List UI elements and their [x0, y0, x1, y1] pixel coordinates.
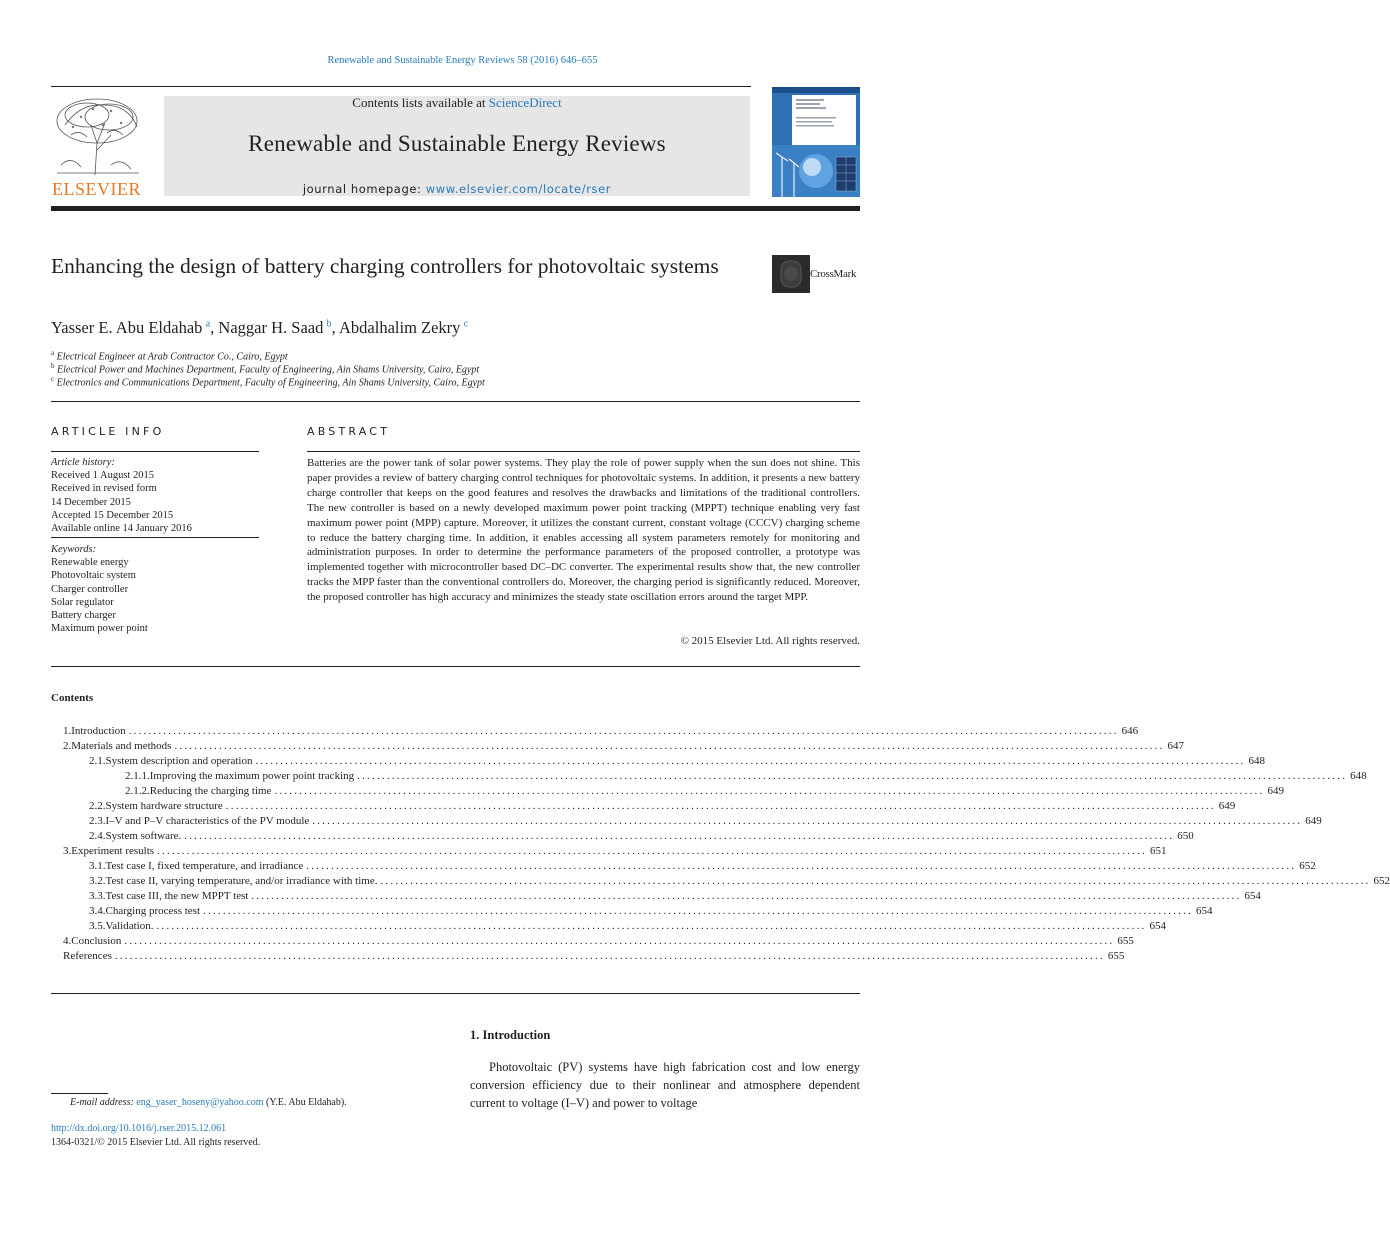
toc-entry[interactable] — [51, 755, 1265, 770]
keyword-item: Renewable energy — [51, 557, 129, 568]
affiliation-text: Electrical Power and Machines Department, Faculty of Engineering, Ain Shams University, Cairo, Egypt — [57, 364, 480, 376]
history-item: Received in revised form — [51, 483, 157, 494]
toc-leader-dots: ........................................................................................................................................................................................................ — [225, 800, 1216, 812]
abstract-text: Batteries are the power tank of solar power systems. They play the role of power supply when the sun does not shine. This paper provides a review of battery charging control techniques for photovoltaic systems. In addition, it presents a new battery charge controller that keeps on the good features and resolves the drawbacks and limitations of the traditional controllers. The new controller is based on a newly developed maximum power point tracking (MPPT) technique enabling very fast maximum power point (MPP) capture. Moreover, it utilizes the constant current, constant voltage (CCCV) charging scheme to reduce the battery charging time. In addition, it enables accessing all system parameters remotely for monitoring and administration purposes. In order to determine the performance parameters of the proposed controller, a prototype was implemented together with microcontroller based DC–DC converter. The experimental results show that, the new controller tracks the MPP faster than the conventional controllers do. Moreover, the charging period is significantly reduced. Moreover, the proposed controller has high accuracy and minimizes the steady state oscillation errors around the target MPP. — [307, 457, 860, 604]
keyword-item: Solar regulator — [51, 597, 114, 608]
elsevier-tree-logo — [51, 95, 145, 177]
history-rule — [51, 537, 259, 538]
toc-entry-title[interactable]: System hardware structure — [105, 800, 223, 812]
affiliation-text: Electrical Engineer at Arab Contractor Co., Cairo, Egypt — [56, 351, 288, 363]
toc-leader-dots: ........................................................................................................................................................................................................ — [312, 815, 1303, 827]
author-affiliation-mark[interactable]: c — [463, 318, 469, 330]
toc-entry-page[interactable]: 654 — [1244, 890, 1261, 902]
author-separator: , — [210, 318, 219, 337]
history-item: Received 1 August 2015 — [51, 470, 154, 481]
toc-entry-page[interactable]: 648 — [1350, 770, 1367, 782]
toc-entry-title[interactable]: System description and operation — [105, 755, 253, 767]
toc-entry-page[interactable]: 648 — [1248, 755, 1265, 767]
toc-leader-dots: ........................................................................................................................................................................................................ — [128, 725, 1119, 737]
author-name[interactable]: Yasser E. Abu Eldahab — [51, 318, 203, 337]
author-list — [51, 318, 468, 338]
toc-entry-page[interactable]: 649 — [1267, 785, 1284, 797]
toc-entry-number: 1. — [63, 725, 72, 737]
article-info-heading: ARTICLE INFO — [51, 425, 165, 438]
toc-entry-page[interactable]: 654 — [1196, 905, 1213, 917]
affiliation — [51, 349, 288, 362]
toc-leader-dots: ........................................................................................................................................................................................................ — [174, 740, 1165, 752]
issn-line: 1364-0321/© 2015 Elsevier Ltd. All rights reserved. — [51, 1137, 261, 1148]
toc-entry[interactable] — [51, 830, 1194, 845]
toc-entry-title[interactable]: Conclusion — [71, 935, 122, 947]
toc-entry-title[interactable]: Test case I, fixed temperature, and irradiance — [105, 860, 304, 872]
toc-entry-number: 2.3. — [89, 815, 106, 827]
toc-entry-title[interactable]: System software. — [105, 830, 182, 842]
toc-entry-number: 3.3. — [89, 890, 106, 902]
journal-name: Renewable and Sustainable Energy Reviews — [248, 131, 666, 156]
masthead-bottom-rule — [51, 206, 860, 211]
toc-entry-page[interactable]: 650 — [1177, 830, 1194, 842]
history-label: Article history: — [51, 457, 115, 468]
author-affiliation-mark[interactable]: a — [205, 318, 211, 330]
history-item: Available online 14 January 2016 — [51, 523, 192, 534]
toc-entry-number: 2.1.1. — [125, 770, 150, 782]
toc-entry-number: 3.4. — [89, 905, 106, 917]
toc-entry-title[interactable]: Improving the maximum power point tracking — [149, 770, 355, 782]
abstract-heading: ABSTRACT — [307, 425, 391, 438]
email-footnote — [70, 1097, 347, 1108]
header-divider — [51, 401, 860, 402]
toc-leader-dots: ........................................................................................................................................................................................................ — [114, 950, 1105, 962]
toc-entry-page[interactable]: 651 — [1150, 845, 1167, 857]
toc-entry[interactable] — [51, 920, 1166, 935]
footnote-rule — [51, 1093, 108, 1094]
toc-entry-title[interactable]: Materials and methods — [71, 740, 172, 752]
toc-leader-dots: ........................................................................................................................................................................................................ — [274, 785, 1265, 797]
author-affiliation-mark[interactable]: b — [326, 318, 332, 330]
author-name[interactable]: Naggar H. Saad — [218, 318, 324, 337]
contents-available-prefix: Contents lists available at — [352, 95, 489, 110]
history-item: Accepted 15 December 2015 — [51, 510, 174, 521]
toc-leader-dots: ........................................................................................................................................................................................................ — [203, 905, 1194, 917]
toc-entry-page[interactable]: 655 — [1107, 950, 1125, 962]
toc-entry-title[interactable]: Experiment results — [71, 845, 155, 857]
toc-entry-number: 4. — [63, 935, 72, 947]
toc-entry-page[interactable]: 649 — [1218, 800, 1236, 812]
affiliation-mark: c — [51, 375, 55, 383]
contents-heading: Contents — [51, 692, 94, 704]
history-item: 14 December 2015 — [51, 497, 131, 508]
keyword-item: Battery charger — [51, 610, 116, 621]
elsevier-wordmark: ELSEVIER — [52, 179, 141, 199]
abstract-rule — [307, 451, 860, 452]
homepage-prefix: journal homepage: — [302, 182, 426, 196]
toc-entry[interactable] — [51, 815, 1322, 830]
toc-entry-number: 2.1. — [89, 755, 106, 767]
toc-entry-page[interactable]: 655 — [1117, 935, 1134, 947]
author-separator: , — [331, 318, 339, 337]
toc-entry-page[interactable]: 646 — [1121, 725, 1139, 737]
toc-entry-page[interactable]: 652 — [1373, 875, 1390, 887]
toc-leader-dots: ........................................................................................................................................................................................................ — [251, 890, 1242, 902]
toc-entry-number: 3.1. — [89, 860, 106, 872]
toc-leader-dots: ........................................................................................................................................................................................................ — [156, 920, 1147, 932]
toc-entry-title[interactable]: Charging process test — [105, 905, 201, 917]
toc-leader-dots: ........................................................................................................................................................................................................ — [255, 755, 1246, 767]
toc-entry[interactable] — [51, 935, 1134, 950]
homepage-link[interactable]: www.elsevier.com/locate/rser — [425, 182, 612, 196]
toc-entry-title[interactable]: Introduction — [71, 725, 126, 737]
toc-entry[interactable] — [51, 860, 1316, 875]
toc-entry-title[interactable]: Test case III, the new MPPT test — [105, 890, 249, 902]
toc-leader-dots: ........................................................................................................................................................................................................ — [306, 860, 1297, 872]
keyword-item: Maximum power point — [51, 623, 148, 634]
toc-entry-number: 2.4. — [89, 830, 106, 842]
toc-entry[interactable] — [51, 905, 1213, 920]
toc-leader-dots: ........................................................................................................................................................................................................ — [357, 770, 1348, 782]
affiliation — [51, 375, 485, 388]
toc-entry-page[interactable]: 654 — [1149, 920, 1166, 932]
article-info-rule — [51, 451, 259, 452]
introduction-heading: 1. Introduction — [470, 1028, 551, 1042]
toc-entry-number: 3. — [63, 845, 72, 857]
toc-entry-title[interactable]: Test case II, varying temperature, and/or irradiance with time. — [105, 875, 378, 887]
toc-entry[interactable] — [51, 950, 1125, 965]
toc-entry[interactable] — [51, 875, 1390, 890]
affiliation-mark: b — [51, 362, 55, 370]
toc-entry[interactable] — [51, 770, 1367, 785]
contents-available — [164, 95, 750, 111]
toc-entry[interactable] — [51, 890, 1261, 905]
introduction-text: Photovoltaic (PV) systems have high fabrication cost and low energy conversion efficiency due to their nonlinear and atmosphere dependent current to voltage (I–V) and power to voltage — [470, 1060, 860, 1110]
journal-citation[interactable]: Renewable and Sustainable Energy Reviews 58 (2016) 646–655 — [327, 55, 598, 66]
toc-entry[interactable] — [51, 800, 1236, 815]
toc-entry-number: 2.2. — [89, 800, 106, 812]
email-owner: (Y.E. Abu Eldahab). — [266, 1097, 347, 1108]
toc-entry-title[interactable]: Reducing the charging time — [149, 785, 272, 797]
toc-leader-dots: ........................................................................................................................................................................................................ — [157, 845, 1148, 857]
crossmark-label[interactable]: CrossMark — [810, 268, 857, 280]
author-name[interactable]: Abdalhalim Zekry — [339, 318, 461, 337]
toc-entry[interactable] — [51, 725, 1139, 740]
affiliation — [51, 362, 479, 375]
toc-entry-number: 3.2. — [89, 875, 106, 887]
abstract-bottom-rule — [51, 666, 860, 667]
toc-leader-dots: ........................................................................................................................................................................................................ — [184, 830, 1175, 842]
sciencedirect-link[interactable]: ScienceDirect — [488, 95, 562, 110]
toc-entry-page[interactable]: 649 — [1305, 815, 1322, 827]
contents-bottom-rule — [51, 993, 860, 994]
email-label: E-mail address: — [70, 1097, 134, 1108]
toc-leader-dots: ........................................................................................................................................................................................................ — [124, 935, 1115, 947]
journal-cover-thumbnail[interactable] — [772, 87, 860, 197]
toc-entry-title[interactable]: I–V and P–V characteristics of the PV module — [105, 815, 310, 827]
article-title: Enhancing the design of battery charging controllers for photovoltaic systems — [51, 254, 719, 278]
toc-entry-number: 2. — [63, 740, 72, 752]
crossmark-icon[interactable] — [772, 255, 810, 293]
toc-leader-dots: ........................................................................................................................................................................................................ — [380, 875, 1371, 887]
email-link[interactable]: eng_yaser_hoseny@yahoo.com — [136, 1097, 264, 1108]
table-of-contents — [51, 725, 1390, 965]
affiliation-mark: a — [51, 349, 55, 357]
toc-entry-number: 2.1.2. — [125, 785, 150, 797]
doi-link[interactable]: http://dx.doi.org/10.1016/j.rser.2015.12.061 — [51, 1123, 227, 1134]
abstract-copyright: © 2015 Elsevier Ltd. All rights reserved. — [680, 635, 860, 647]
toc-entry-page[interactable]: 647 — [1167, 740, 1184, 752]
masthead-top-rule — [51, 86, 751, 87]
toc-entry-page[interactable]: 652 — [1299, 860, 1316, 872]
toc-entry-title[interactable]: References — [63, 950, 112, 962]
toc-entry[interactable] — [51, 845, 1167, 860]
keyword-item: Photovoltaic system — [51, 570, 136, 581]
toc-entry-title[interactable]: Validation. — [105, 920, 154, 932]
keyword-item: Charger controller — [51, 584, 129, 595]
keywords-label: Keywords: — [51, 544, 97, 555]
journal-homepage — [164, 182, 750, 196]
toc-entry[interactable] — [51, 740, 1184, 755]
toc-entry-number: 3.5. — [89, 920, 106, 932]
affiliation-text: Electronics and Communications Department, Faculty of Engineering, Ain Shams University, Cairo, Egypt — [56, 377, 485, 389]
toc-entry[interactable] — [51, 785, 1284, 800]
